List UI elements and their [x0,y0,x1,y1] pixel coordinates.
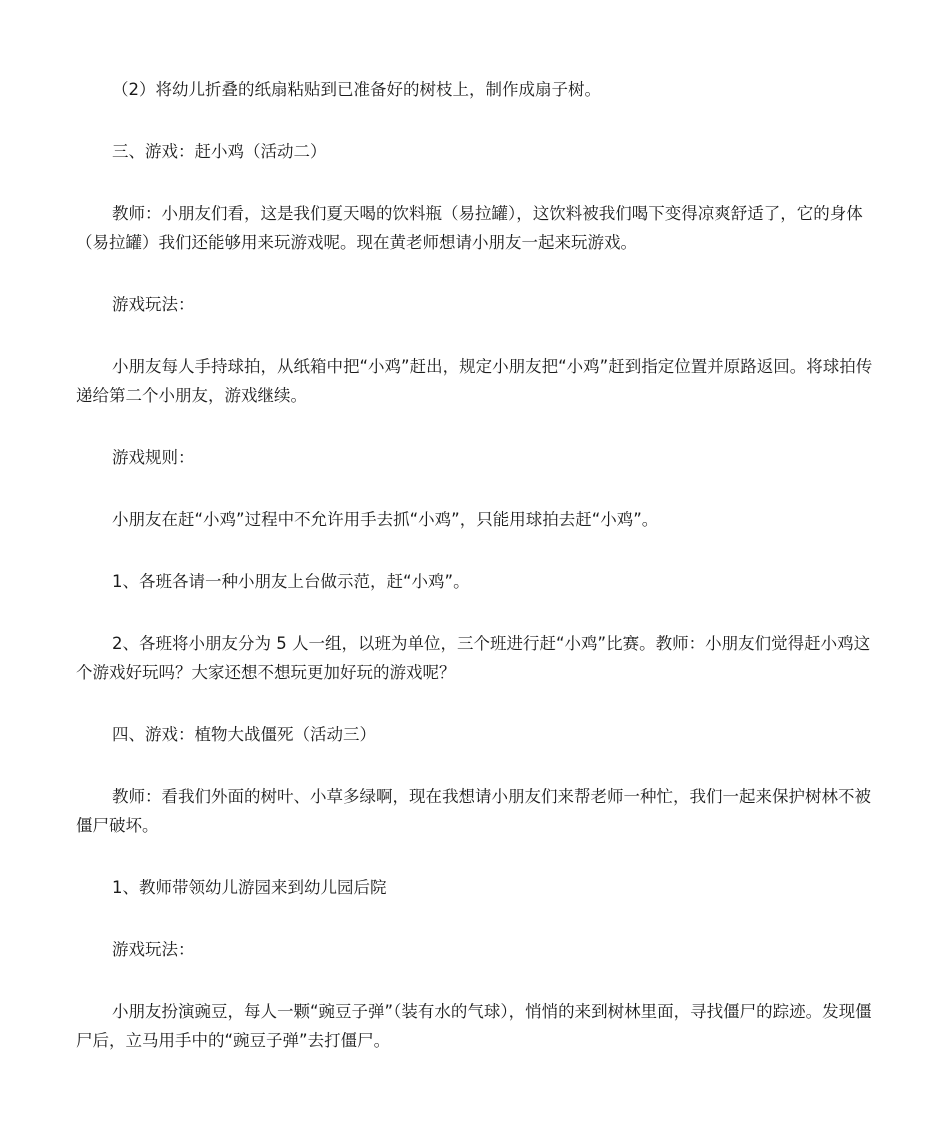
paragraph-step-2: （2）将幼儿折叠的纸扇粘贴到已准备好的树枝上，制作成扇子树。 [112,80,601,99]
paragraph-pea-game: 小朋友扮演豌豆，每人一颗“豌豆子弹”（装有水的气球），悄悄的来到树林里面，寻找僵尸的踪迹。发现僵尸后，立马用手中的“豌豆子弹”去打僵尸。 [76,1002,872,1050]
paragraph-step-1-garden: 1、教师带领幼儿游园来到幼儿园后院 [112,878,387,897]
paragraph-teacher-intro: 教师：小朋友们看，这是我们夏天喝的饮料瓶（易拉罐），这饮料被我们喝下变得凉爽舒适了，它的身体（易拉罐）我们还能够用来玩游戏呢。现在黄老师想请小朋友一起来玩游戏。 [76,204,863,252]
paragraph-step-2-competition: 2、各班将小朋友分为 5 人一组，以班为单位，三个班进行赶“小鸡”比赛。教师：小朋友们觉得赶小鸡这个游戏好玩吗？大家还想不想玩更加好玩的游戏呢？ [76,634,871,682]
paragraph-game-method: 小朋友每人手持球拍，从纸箱中把“小鸡”赶出，规定小朋友把“小鸡”赶到指定位置并原路返回。将球拍传递给第二个小朋友，游戏继续。 [76,357,873,405]
paragraph-game-rules: 小朋友在赶“小鸡”过程中不允许用手去抓“小鸡”，只能用球拍去赶“小鸡”。 [112,510,659,529]
section-heading-4: 四、游戏：植物大战僵死（活动三） [112,725,376,744]
game-method-heading: 游戏玩法： [112,295,195,314]
paragraph-teacher-protect: 教师：看我们外面的树叶、小草多绿啊，现在我想请小朋友们来帮老师一种忙，我们一起来保护树林不被僵尸破坏。 [76,787,871,835]
section-heading-3: 三、游戏：赶小鸡（活动二） [112,142,327,161]
paragraph-step-1-demo: 1、各班各请一种小朋友上台做示范，赶“小鸡”。 [112,572,470,591]
game-rules-heading: 游戏规则： [112,448,195,467]
game-method-heading-2: 游戏玩法： [112,940,195,959]
